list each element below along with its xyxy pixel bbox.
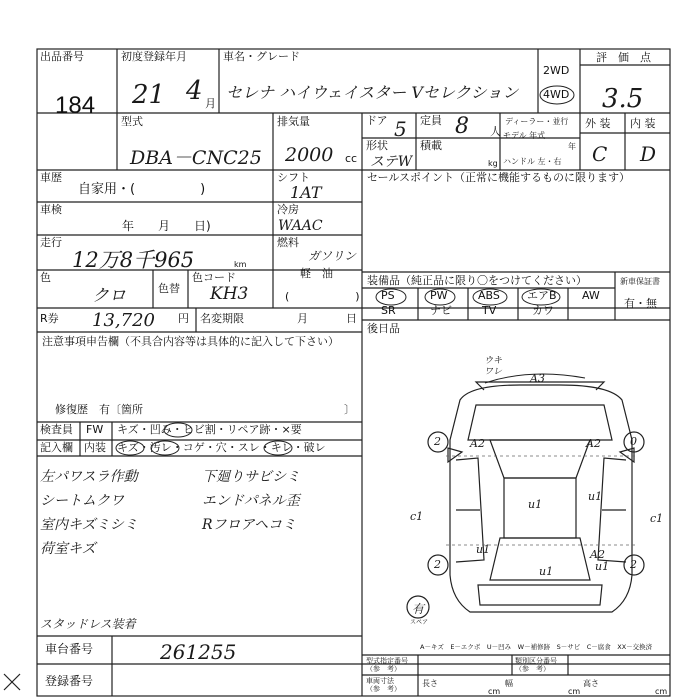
repair-close: 〕	[344, 403, 355, 416]
shift-label: シフト	[277, 171, 310, 184]
chassis-label: 車台番号	[45, 642, 94, 656]
recycle-label: R券	[40, 312, 59, 325]
interior-items: キズ・汚レ・コゲ・穴・スレ・キレ・破レ	[117, 441, 326, 454]
equip-abs: ABS	[478, 289, 500, 302]
diagram-legend: A－キズ E－エクボ U－凹み W－補修跡 S－サビ C－腐食 XX－交換済	[420, 643, 653, 651]
lot-label: 出品番号	[40, 50, 84, 63]
entry-label: 記入欄	[40, 441, 73, 454]
fuel-alt: 軽 油	[300, 267, 333, 280]
fw-label: FW	[86, 423, 104, 436]
load-label: 積載	[420, 139, 442, 152]
capacity-label: 定員	[420, 114, 442, 127]
type-designation-label: 型式指定番号 （参 考）	[366, 657, 408, 673]
mark-u1-rear-right: u1	[595, 560, 610, 573]
history-value: 自家用・( )	[78, 182, 206, 197]
year-unit: 年	[568, 142, 576, 151]
model-year-label: モデル 年式	[503, 131, 546, 140]
mark-spare: 有	[412, 602, 425, 616]
reg-label: 登録番号	[45, 674, 94, 688]
interior-grade: D	[640, 142, 657, 166]
inspection-circles	[112, 422, 362, 456]
shift-value: 1AT	[290, 183, 322, 202]
fuel-paren: ( )	[285, 290, 360, 303]
inspector-label: 検査員	[40, 423, 73, 436]
km-unit: km	[234, 260, 247, 269]
equip-ps: PS	[381, 289, 395, 302]
note-end-panel: エンドパネル歪	[202, 493, 300, 509]
interior-inspect-label: 内装	[84, 441, 106, 454]
sales-point-label: セールスポイント（正常に機能するものに限ります）	[367, 171, 631, 184]
model-label: 型式	[121, 115, 143, 128]
note-left-slide: 左パワスラ作動	[40, 469, 138, 485]
cc-unit: cc	[345, 152, 358, 165]
equip-pw: PW	[430, 289, 448, 302]
first-reg-label: 初度登録年月	[121, 50, 187, 63]
dims-label: 車両寸法 （参 考）	[366, 677, 401, 693]
ac-value: WAAC	[278, 218, 323, 234]
mileage-label: 走行	[40, 236, 62, 249]
exterior-grade: C	[592, 142, 608, 166]
width-label: 幅	[505, 679, 513, 688]
equip-aw: AW	[582, 289, 600, 302]
eval-score: 3.5	[602, 84, 644, 114]
mark-c1-right: c1	[650, 512, 664, 525]
drive-4wd: 4WD	[543, 88, 570, 101]
shape-value: ステW	[370, 154, 413, 170]
color-label: 色	[40, 271, 51, 284]
inspection-label: 車検	[40, 203, 62, 216]
recycle-value: 13,720	[92, 310, 155, 331]
category-label: 類別区分番号 （参 考）	[515, 657, 557, 673]
mark-top-note: ウキ ワレ	[484, 356, 503, 377]
inspection-date: 年 月 日)	[122, 219, 211, 233]
first-reg-year: 21	[132, 80, 166, 110]
note-interior-stain: 室内キズミシミ	[40, 517, 138, 533]
warranty-value: 有・無	[624, 297, 657, 310]
equip-airbag: エアB	[527, 289, 557, 302]
shape-label: 形状	[366, 139, 388, 152]
fw-items: キズ・凹み・ヒビ割・リペア跡・×要	[117, 423, 302, 436]
mark-u1-center: u1	[528, 498, 543, 511]
mark-a2-right: A2	[586, 437, 601, 450]
handle-label: ハンドル 左・右	[503, 157, 562, 166]
history-label: 車歴	[40, 171, 62, 184]
fuel-label: 燃料	[277, 236, 299, 249]
car-name-label: 車名・グレード	[223, 50, 300, 63]
equip-navi: ナビ	[430, 304, 452, 317]
height-cm: cm	[655, 687, 668, 696]
notes-label: 注意事項申告欄（不具合内容等は具体的に記入して下さい）	[42, 335, 339, 348]
equipment-label: 装備品（純正品に限り〇をつけてください）	[367, 274, 587, 287]
color-value: クロ	[92, 286, 126, 306]
repair-label: 修復歴 有〔箇所	[55, 403, 143, 416]
ac-label: 冷房	[277, 203, 299, 216]
chassis-value: 261255	[160, 640, 237, 664]
note-luggage: 荷室キズ	[40, 541, 96, 557]
mark-circle-2-bl: 2	[434, 558, 441, 571]
mark-circle-2-br: 2	[630, 558, 637, 571]
mark-u1-right: u1	[588, 490, 603, 503]
mark-circle-0-tr: 0	[630, 435, 637, 448]
doors-value: 5	[394, 117, 407, 141]
interior-label: 内 装	[630, 117, 656, 130]
equip-tv: TV	[482, 304, 497, 317]
mark-spare-sub: スペア	[410, 619, 429, 626]
exterior-label: 外 装	[585, 117, 611, 130]
deadline-day: 日	[346, 312, 357, 325]
yen-unit: 円	[178, 312, 189, 325]
after-label: 後日品	[367, 322, 400, 335]
fuel-value: ガソリン	[308, 249, 357, 263]
car-name: セレナ ハイウェイスター Vセレクション	[226, 83, 519, 102]
note-studless: スタッドレス装着	[40, 617, 136, 631]
color-code-label: 色コード	[192, 271, 236, 284]
mark-circle-2-tl: 2	[434, 435, 441, 448]
mileage-value: 12万8千965	[72, 248, 195, 272]
length-label: 長さ	[422, 679, 438, 688]
first-reg-month: 4	[186, 76, 203, 106]
displacement-label: 排気量	[277, 115, 310, 128]
drive-2wd: 2WD	[543, 64, 570, 77]
mark-a3: A3	[530, 372, 545, 385]
eval-label: 評 価 点	[596, 51, 651, 64]
equipment-circles	[362, 288, 592, 320]
width-cm: cm	[568, 687, 581, 696]
warranty-label: 新車保証書	[620, 277, 660, 286]
month-unit: 月	[205, 97, 216, 110]
color-change-label: 色替	[158, 282, 180, 295]
capacity-value: 8	[455, 114, 469, 139]
note-seat: シートムクワ	[40, 493, 124, 509]
displacement-value: 2000	[285, 144, 334, 166]
lot-number: 184	[55, 92, 96, 119]
mark-a2-left: A2	[470, 437, 485, 450]
kg-unit: kg	[488, 159, 498, 168]
dealer-label: ディーラー・並行	[505, 117, 569, 126]
note-undercarriage: 下廻りサビシミ	[202, 469, 300, 485]
mark-u1-rear: u1	[539, 565, 554, 578]
mark-c1-left: c1	[410, 510, 424, 523]
equip-leather: カワ	[532, 304, 554, 317]
person-unit: 人	[490, 125, 501, 138]
mark-a2-bottom: A2	[590, 548, 605, 561]
model-value: DBA－CNC25	[130, 147, 262, 169]
length-cm: cm	[488, 687, 501, 696]
deadline-month: 月	[297, 312, 308, 325]
color-code-value: KH3	[210, 284, 249, 304]
height-label: 高さ	[583, 679, 599, 688]
equip-sr: SR	[381, 304, 396, 317]
mark-u1-rear-left: u1	[476, 543, 491, 556]
change-deadline-label: 名変期限	[200, 312, 244, 325]
note-rear-floor: Rフロアヘコミ	[202, 517, 296, 533]
doors-label: ドア	[366, 114, 388, 127]
